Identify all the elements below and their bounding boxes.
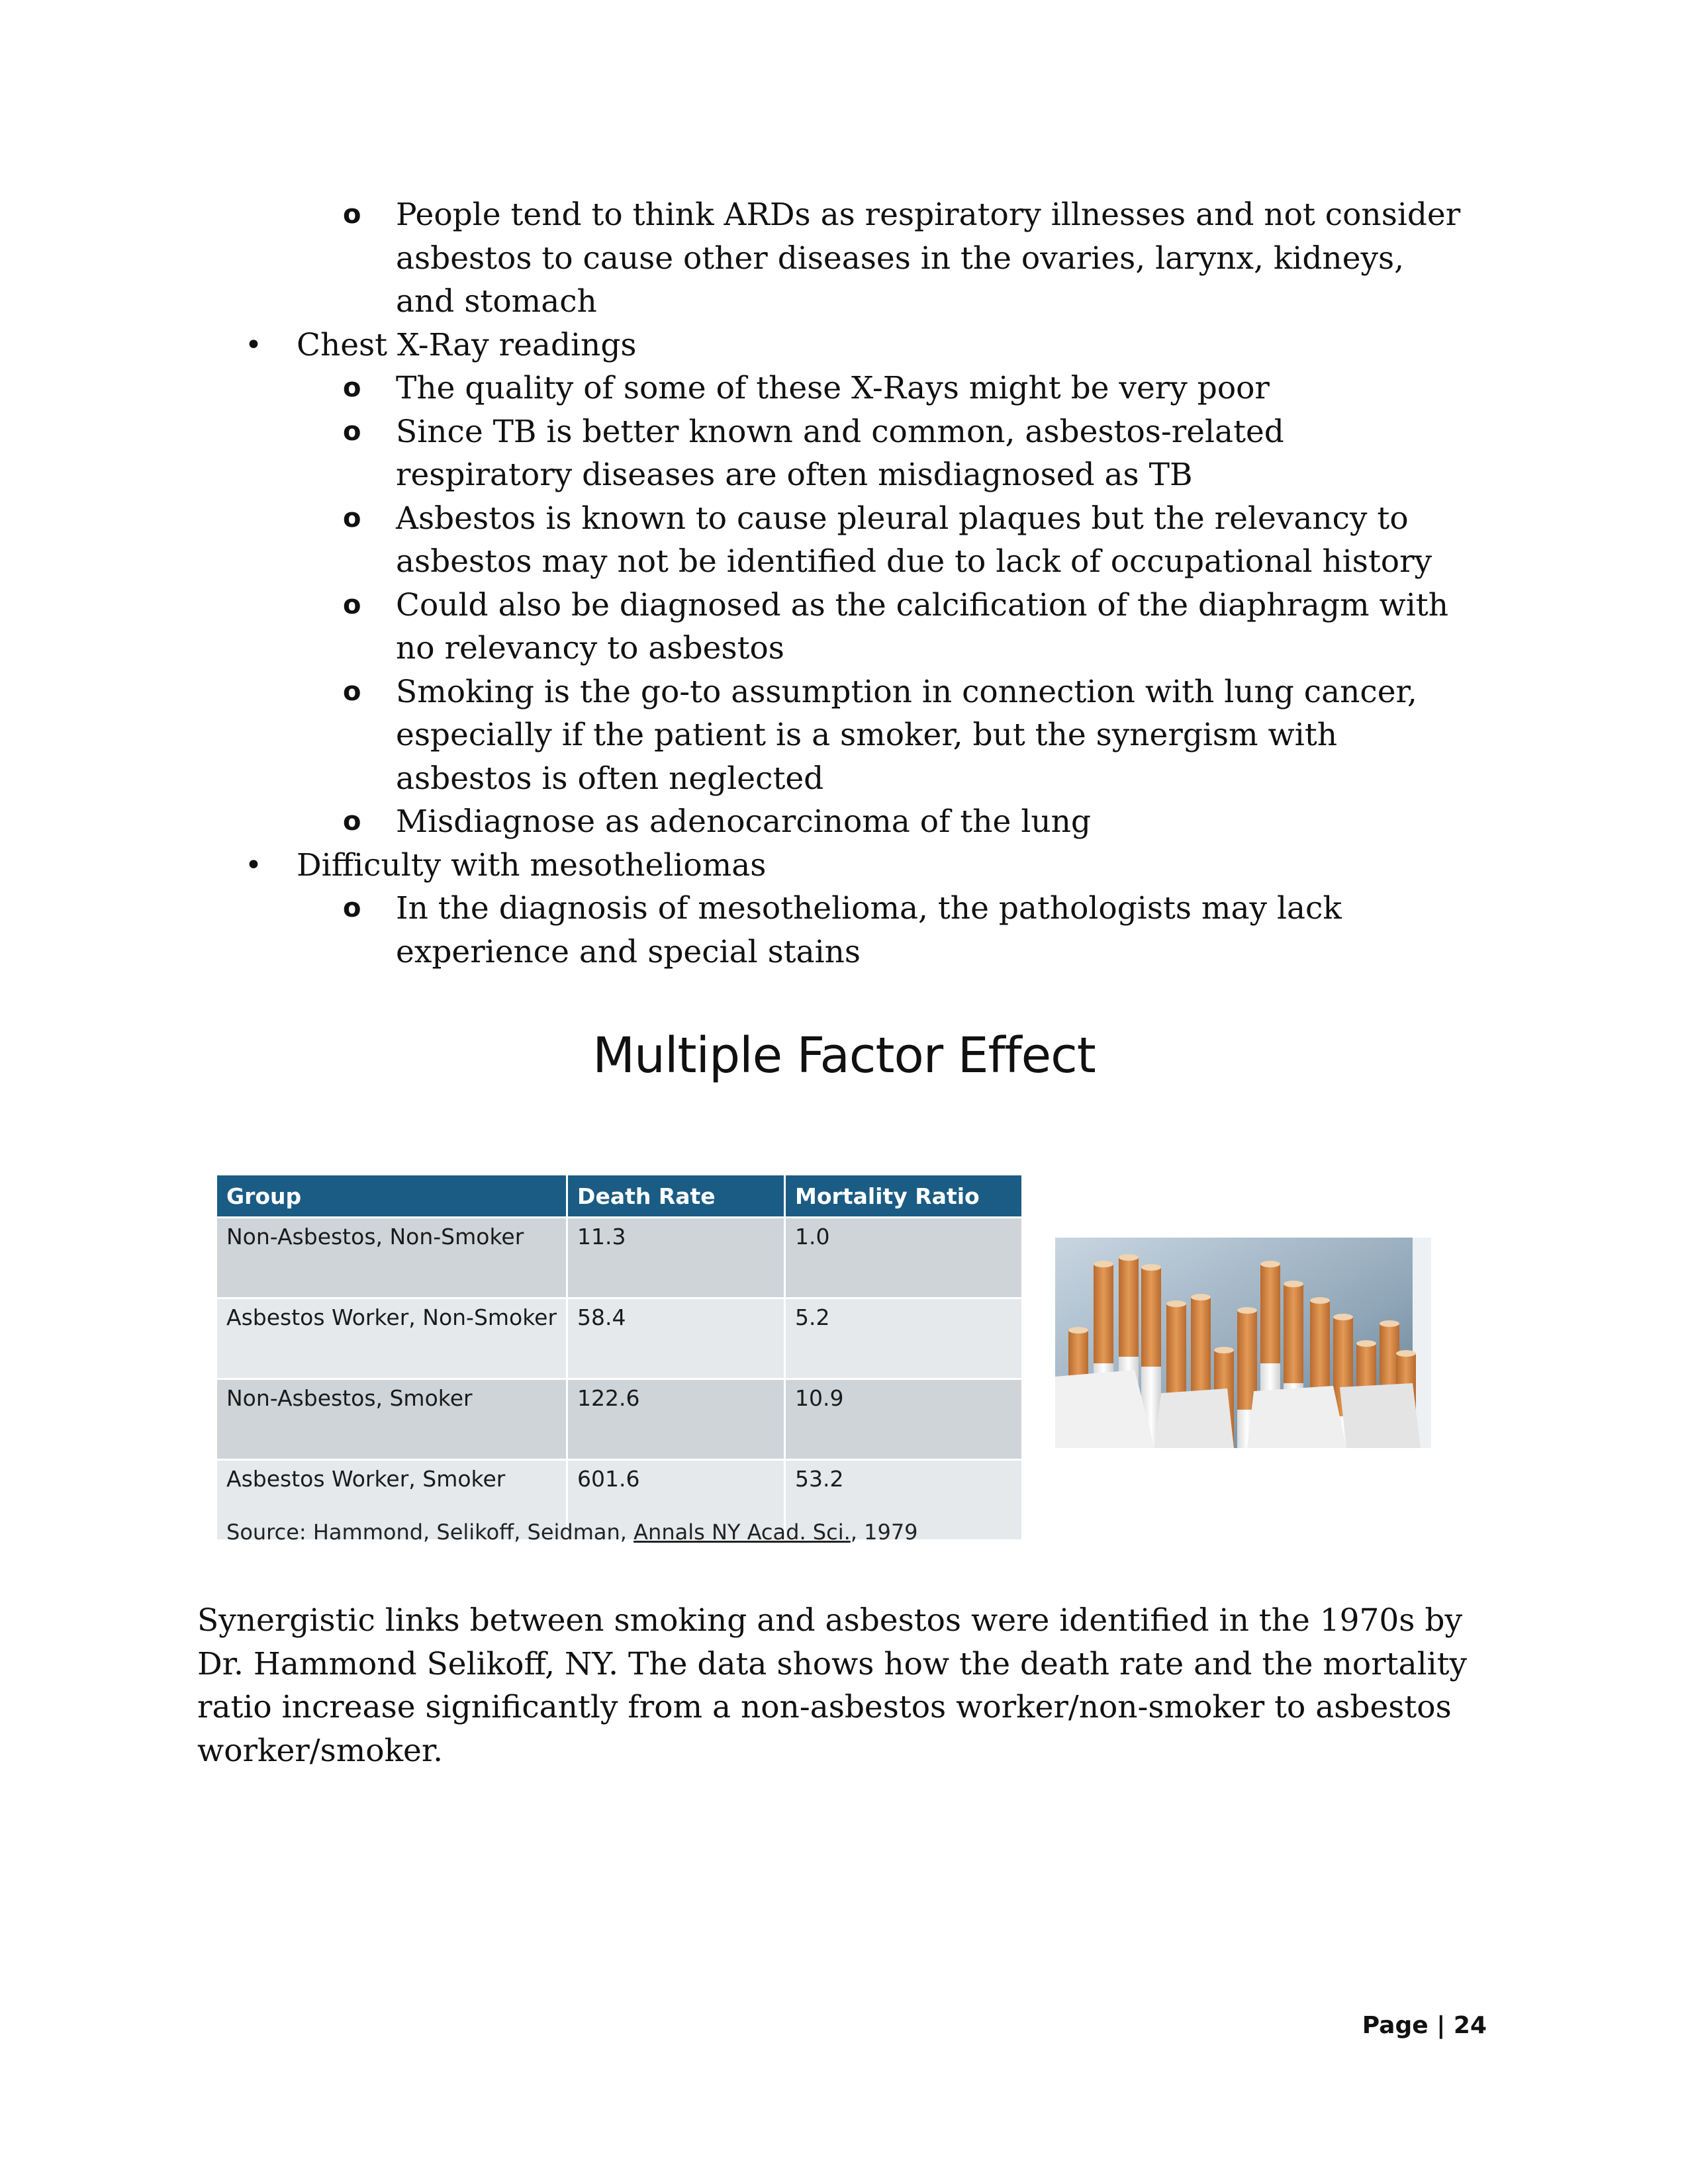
bullet-text: Asbestos is known to cause pleural plaques but the relevancy to asbestos may not be identified due to lack of occupational history	[396, 500, 1432, 580]
sub-bullet-item	[0, 497, 1462, 584]
sub-bullet-item	[0, 410, 1462, 497]
bullet-text: Difficulty with mesotheliomas	[297, 846, 767, 884]
bullet-text: In the diagnosis of mesothelioma, the pathologists may lack experience and special stains	[396, 890, 1342, 970]
sub-bullet-marker: o	[343, 589, 361, 620]
header-group: Group	[217, 1175, 567, 1218]
sub-bullet-item	[0, 800, 1462, 844]
bullet-marker: •	[245, 848, 262, 882]
cell-death-rate: 58.4	[567, 1298, 785, 1379]
sub-bullet-marker: o	[343, 893, 361, 923]
source-journal-link[interactable]: Annals NY Acad. Sci.	[633, 1520, 851, 1545]
table-source	[226, 1520, 918, 1545]
sub-bullet-marker: o	[343, 502, 361, 533]
cigarette-filter	[1141, 1267, 1161, 1367]
table-row	[217, 1218, 1021, 1298]
bullet-item	[0, 844, 1462, 887]
table-row	[217, 1298, 1021, 1379]
cell-mortality-ratio: 1.0	[785, 1218, 1022, 1298]
bullet-text: People tend to think ARDs as respiratory illnesses and not consider asbestos to cause other diseases in the ovaries, larynx, kidneys, and stomach	[396, 197, 1461, 320]
cigarette-tip	[1141, 1264, 1161, 1271]
bullet-text: Misdiagnose as adenocarcinoma of the lung	[396, 803, 1091, 840]
cell-death-rate: 122.6	[567, 1379, 785, 1460]
sub-bullet-marker: o	[343, 199, 361, 230]
cigarette-tip	[1396, 1350, 1416, 1357]
sub-bullet-marker: o	[343, 806, 361, 837]
cigarettes-photo	[1055, 1238, 1431, 1448]
sub-bullet-marker: o	[343, 676, 361, 707]
sub-bullet-marker: o	[343, 373, 361, 403]
cigarette-tip	[1356, 1340, 1376, 1347]
table-header-row	[217, 1175, 1021, 1218]
source-suffix: , 1979	[850, 1520, 918, 1545]
cell-mortality-ratio: 10.9	[785, 1379, 1022, 1460]
cigarette-tip	[1119, 1254, 1139, 1261]
cell-death-rate: 601.6	[567, 1460, 785, 1540]
cell-group: Asbestos Worker, Non-Smoker	[217, 1298, 567, 1379]
bullet-text: Smoking is the go-to assumption in connection with lung cancer, especially if the patient is a smoker, but the synergism with asbestos is often neglected	[396, 673, 1417, 797]
sub-bullet-item	[0, 193, 1462, 324]
cigarette-filter	[1166, 1304, 1186, 1403]
summary-paragraph: Synergistic links between smoking and asbestos were identified in the 1970s by Dr. Hammond Selikoff, NY. The data shows how the death rate and the mortality ratio increase significantly from a non-asbestos worker/non-smoker to asbestos worker/smoker.	[197, 1602, 1468, 1769]
cell-death-rate: 11.3	[567, 1218, 785, 1298]
cigarette-tip	[1237, 1307, 1257, 1314]
cigarette-filter	[1191, 1297, 1211, 1396]
slide-title: Multiple Factor Effect	[592, 1027, 1096, 1084]
sub-bullet-item	[0, 670, 1462, 801]
cell-mortality-ratio: 53.2	[785, 1460, 1022, 1540]
table-row	[217, 1379, 1021, 1460]
mortality-table	[217, 1175, 1021, 1539]
bullet-text: Chest X-Ray readings	[297, 326, 637, 363]
cigarette-tip	[1094, 1261, 1113, 1267]
page-number: 24	[1453, 2012, 1487, 2039]
sub-bullet-item	[0, 367, 1462, 410]
cigarette-filter	[1310, 1300, 1330, 1400]
bullet-item	[0, 324, 1462, 367]
sub-bullet-item	[0, 887, 1462, 974]
page-footer	[1362, 2012, 1487, 2039]
cigarette-tip	[1380, 1320, 1399, 1327]
bullet-marker: •	[245, 328, 262, 362]
header-mortality-ratio: Mortality Ratio	[785, 1175, 1022, 1218]
cell-group: Asbestos Worker, Smoker	[217, 1460, 567, 1540]
cigarette-filter	[1094, 1264, 1113, 1363]
cigarette-tip	[1166, 1300, 1186, 1307]
bullet-text: The quality of some of these X-Rays might be very poor	[396, 370, 1270, 406]
cigarette-filter	[1119, 1257, 1139, 1357]
cigarette-tip	[1068, 1327, 1088, 1334]
cell-mortality-ratio: 5.2	[785, 1298, 1022, 1379]
cigarette-tip	[1260, 1261, 1280, 1267]
cigarette-tip	[1214, 1347, 1234, 1353]
header-death-rate: Death Rate	[567, 1175, 785, 1218]
bullet-text: Could also be diagnosed as the calcification of the diaphragm with no relevancy to asbestos	[396, 586, 1448, 666]
bullet-text: Since TB is better known and common, asbestos-related respiratory diseases are often misdiagnosed as TB	[396, 413, 1284, 493]
cigarette-tip	[1284, 1281, 1303, 1287]
page-separator: |	[1436, 2012, 1446, 2039]
cigarette-tip	[1333, 1314, 1353, 1320]
cigarette-filter	[1284, 1284, 1303, 1383]
sub-bullet-marker: o	[343, 416, 361, 447]
cigarette-tip	[1310, 1297, 1330, 1304]
bullet-list	[0, 193, 1688, 974]
source-prefix: Source: Hammond, Selikoff, Seidman,	[226, 1520, 634, 1545]
cell-group: Non-Asbestos, Smoker	[217, 1379, 567, 1460]
cell-group: Non-Asbestos, Non-Smoker	[217, 1218, 567, 1298]
sub-bullet-item	[0, 584, 1462, 670]
cigarette-filter	[1260, 1264, 1280, 1363]
page-label: Page	[1362, 2012, 1429, 2039]
cigarette-tip	[1191, 1294, 1211, 1300]
